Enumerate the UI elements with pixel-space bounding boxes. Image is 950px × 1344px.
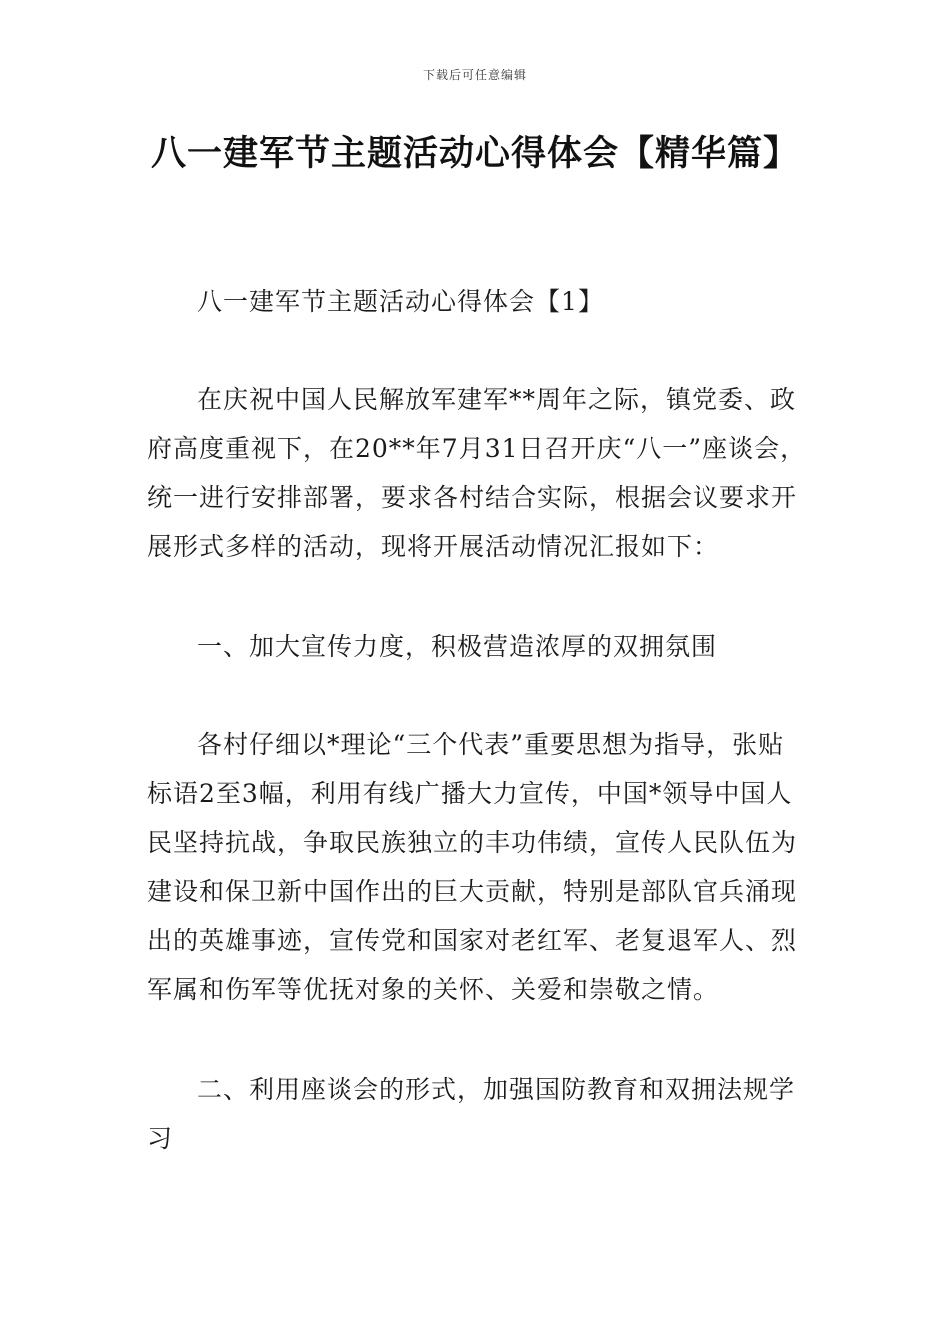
paragraph-publicity: 各村仔细以*理论“三个代表”重要思想为指导，张贴标语2至3幅，利用有线广播大力宣传，中国*领导中国人民坚持抗战，争取民族独立的丰功伟绩，宣传人民队伍为建设和保卫新中国作出的巨大贡献，特别是部队官兵涌现出的英雄事迹，宣传党和国家对老红军、老复退军人、烈军属和伤军等优抚对象的关怀、关爱和崇敬之情。 [147, 730, 798, 1004]
section-heading-1: 一、加大宣传力度，积极营造浓厚的双拥氛围 [197, 632, 718, 661]
paragraph-intro: 在庆祝中国人民解放军建军**周年之际，镇党委、政府高度重视下，在20**年7月31日召开庆“八一”座谈会，统一进行安排部署，要求各村结合实际，根据会议要求开展形式多样的活动，现将开展活动情况汇报如下： [147, 385, 807, 561]
header-note: 下载后可任意编辑 [422, 68, 527, 82]
section-heading-2: 二、利用座谈会的形式，加强国防教育和双拥法规学习 [147, 1075, 796, 1153]
page-title: 八一建军节主题活动心得体会【精华篇】 [150, 134, 799, 174]
section-subtitle: 八一建军节主题活动心得体会【1】 [197, 287, 604, 316]
